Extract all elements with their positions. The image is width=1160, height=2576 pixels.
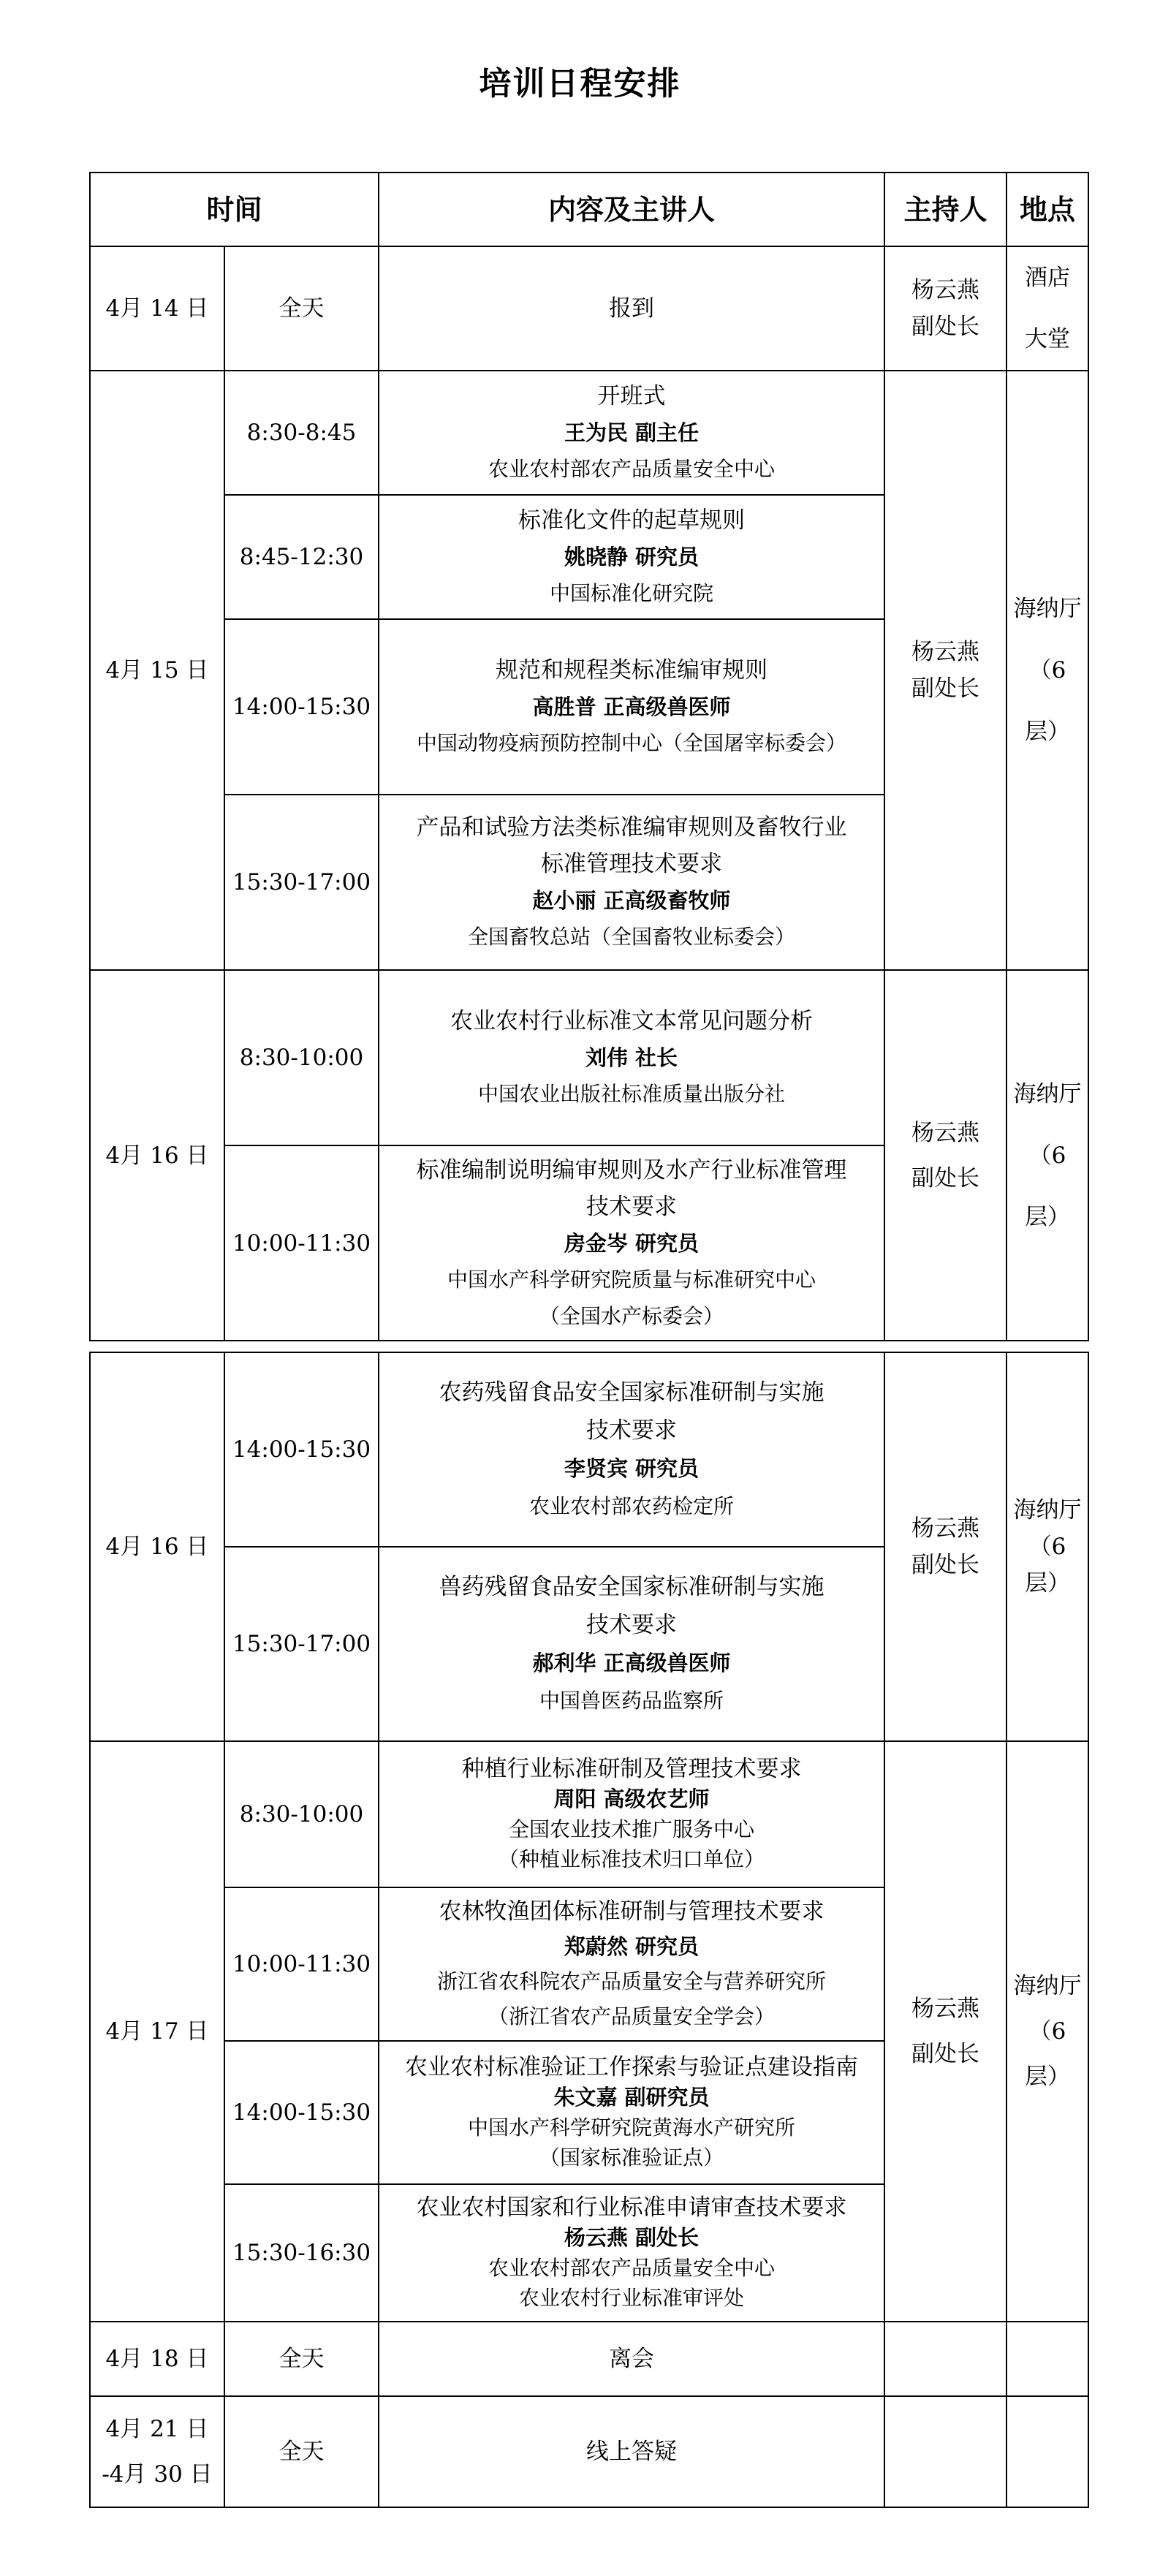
- time-cell: 全天: [224, 246, 379, 371]
- venue-line: 海纳厅: [1013, 596, 1082, 622]
- time-cell: 14:00-15:30: [224, 2041, 379, 2184]
- session-topic: 技术要求: [586, 1417, 677, 1444]
- host-cell: [884, 970, 1007, 1341]
- date-cell: 4月 14 日: [90, 246, 224, 371]
- venue-cell: [1007, 2322, 1088, 2396]
- session-topic: 标准管理技术要求: [541, 851, 723, 877]
- content-cell: [379, 619, 884, 795]
- host-cell: [884, 1741, 1007, 2322]
- header-row: [90, 173, 1088, 246]
- session-topic: 农药残留食品安全国家标准研制与实施: [439, 1379, 824, 1406]
- venue-line: 大堂: [1025, 326, 1071, 352]
- host-cell: [884, 246, 1007, 371]
- content-cell: [379, 2184, 884, 2322]
- session-topic: 技术要求: [586, 1612, 677, 1638]
- session-org: 中国水产科学研究院质量与标准研究中心: [447, 1267, 816, 1292]
- venue-line: 海纳厅: [1013, 1973, 1082, 1999]
- content-cell: [379, 1145, 884, 1341]
- host-cell: [884, 2322, 1007, 2396]
- session-topic: 农业农村标准验证工作探索与验证点建设指南: [405, 2054, 858, 2080]
- date-cell: [90, 2396, 224, 2507]
- session-org: （全国水产标委会）: [539, 1303, 724, 1328]
- session-speaker: 房金岑 研究员: [564, 1230, 700, 1256]
- content-cell: [379, 1741, 884, 1887]
- table-row: [90, 1352, 1088, 1547]
- session-speaker: 朱文嘉 副研究员: [553, 2085, 710, 2110]
- table-row: [90, 1741, 1088, 1887]
- session-speaker: 郝利华 正高级兽医师: [532, 1651, 731, 1675]
- host-title: 副处长: [911, 2041, 979, 2067]
- session-org: 农业农村部农产品质量安全中心: [488, 2256, 775, 2280]
- venue-line: （6 层）: [1025, 2018, 1070, 2090]
- venue-line: （6 层）: [1025, 1534, 1070, 1596]
- schedule-table-2: [89, 1352, 1089, 2508]
- content-cell: [379, 1547, 884, 1741]
- session-org: 中国动物疫病预防控制中心（全国屠宰标委会）: [417, 731, 847, 755]
- session-org: 中国标准化研究院: [550, 581, 714, 605]
- session-speaker: 刘伟 社长: [585, 1045, 678, 1070]
- session-topic: 农业农村国家和行业标准申请审查技术要求: [416, 2194, 847, 2221]
- venue-line: 酒店: [1025, 265, 1071, 291]
- time-cell: 15:30-17:00: [224, 1547, 379, 1741]
- content-cell: [379, 495, 884, 619]
- time-cell: 全天: [224, 2322, 379, 2396]
- header-time: 时间: [90, 173, 379, 246]
- table-row: [90, 2322, 1088, 2396]
- host-title: 副处长: [911, 314, 980, 340]
- content-cell: 线上答疑: [379, 2396, 884, 2507]
- host-cell: [884, 2396, 1007, 2507]
- time-cell: 14:00-15:30: [224, 1352, 379, 1547]
- table-row: [90, 2396, 1088, 2507]
- host-name: 杨云燕: [911, 639, 980, 665]
- time-cell: 10:00-11:30: [224, 1145, 379, 1341]
- time-cell: 14:00-15:30: [224, 619, 379, 795]
- date-cell: 4月 16 日: [90, 970, 224, 1341]
- content-cell: [379, 2041, 884, 2184]
- session-org: 全国畜牧总站（全国畜牧业标委会）: [468, 925, 796, 949]
- session-org: 农业农村行业标准审评处: [518, 2286, 744, 2310]
- session-org: （浙江省农产品质量安全学会）: [488, 2004, 775, 2028]
- session-topic: 农业农村行业标准文本常见问题分析: [450, 1008, 814, 1034]
- session-topic: 技术要求: [586, 1193, 678, 1220]
- header-host: 主持人: [884, 173, 1007, 246]
- session-org: 浙江省农科院农产品质量安全与营养研究所: [436, 1969, 826, 1993]
- time-cell: 8:30-10:00: [224, 1741, 379, 1887]
- date-cell: 4月 16 日: [90, 1352, 224, 1741]
- venue-cell: [1007, 246, 1088, 371]
- venue-line: 海纳厅: [1013, 1497, 1082, 1523]
- time-cell: 全天: [224, 2396, 379, 2507]
- time-cell: 8:45-12:30: [224, 495, 379, 619]
- host-name: 杨云燕: [911, 277, 980, 303]
- venue-cell: [1007, 371, 1088, 970]
- session-topic: 产品和试验方法类标准编审规则及畜牧行业: [416, 814, 847, 841]
- session-org: 农业农村部农药检定所: [528, 1494, 734, 1518]
- header-content: 内容及主讲人: [379, 173, 884, 246]
- session-speaker: 郑蔚然 研究员: [564, 1934, 700, 1959]
- date-line: -4月 30 日: [102, 2461, 213, 2488]
- host-name: 杨云燕: [911, 1515, 979, 1542]
- session-org: 中国水产科学研究院黄海水产研究所: [467, 2115, 795, 2140]
- venue-line: （6 层）: [1025, 657, 1071, 745]
- session-topic: 兽药残留食品安全国家标准研制与实施: [439, 1574, 824, 1600]
- session-topic: 开班式: [597, 383, 666, 409]
- content-cell: [379, 970, 884, 1145]
- session-org: （种植业标准技术归口单位）: [498, 1847, 765, 1871]
- time-cell: 8:30-8:45: [224, 371, 379, 495]
- host-title: 副处长: [911, 675, 980, 702]
- date-cell: 4月 15 日: [90, 371, 224, 970]
- session-org: 全国农业技术推广服务中心: [508, 1817, 754, 1841]
- session-speaker: 杨云燕 副处长: [564, 2225, 700, 2250]
- session-speaker: 李贤宾 研究员: [564, 1456, 700, 1481]
- time-cell: 15:30-16:30: [224, 2184, 379, 2322]
- date-cell: 4月 18 日: [90, 2322, 224, 2396]
- session-speaker: 高胜普 正高级兽医师: [532, 694, 731, 719]
- time-cell: 10:00-11:30: [224, 1887, 379, 2041]
- host-name: 杨云燕: [911, 1996, 979, 2022]
- time-cell: 15:30-17:00: [224, 795, 379, 970]
- host-cell: [884, 371, 1007, 970]
- session-topic: 标准化文件的起草规则: [518, 507, 746, 534]
- schedule-table-1: [89, 172, 1089, 1341]
- content-cell: [379, 1352, 884, 1547]
- venue-cell: [1007, 1741, 1088, 2322]
- session-topic: 种植行业标准研制及管理技术要求: [461, 1756, 802, 1782]
- host-title: 副处长: [911, 1552, 979, 1578]
- session-speaker: 赵小丽 正高级畜牧师: [532, 888, 731, 913]
- session-topic: 农林牧渔团体标准研制与管理技术要求: [439, 1898, 824, 1925]
- host-title: 副处长: [911, 1164, 980, 1192]
- session-org: 中国农业出版社标准质量出版分社: [478, 1082, 786, 1106]
- session-speaker: 周阳 高级农艺师: [553, 1787, 710, 1811]
- header-venue: 地点: [1007, 173, 1088, 246]
- content-cell: [379, 1887, 884, 2041]
- venue-cell: [1007, 1352, 1088, 1741]
- date-line: 4月 21 日: [105, 2416, 209, 2442]
- date-cell: 4月 17 日: [90, 1741, 224, 2322]
- content-cell: [379, 795, 884, 970]
- session-org: 农业农村部农产品质量安全中心: [488, 457, 776, 481]
- session-speaker: 姚晓静 研究员: [564, 545, 700, 569]
- venue-cell: [1007, 970, 1088, 1341]
- session-speaker: 王为民 副主任: [564, 420, 700, 445]
- venue-line: 海纳厅: [1013, 1080, 1082, 1107]
- table-row: [90, 970, 1088, 1145]
- session-topic: 规范和规程类标准编审规则: [496, 657, 768, 683]
- session-org: 中国兽医药品监察所: [539, 1689, 724, 1713]
- content-cell: [379, 371, 884, 495]
- venue-line: （6 层）: [1025, 1142, 1071, 1230]
- host-cell: [884, 1352, 1007, 1741]
- content-cell: 离会: [379, 2322, 884, 2396]
- table-row: [90, 246, 1088, 371]
- page-title: 培训日程安排: [479, 65, 681, 102]
- session-topic: 标准编制说明编审规则及水产行业标准管理: [416, 1156, 847, 1183]
- table-row: [90, 371, 1088, 495]
- session-org: （国家标准验证点）: [539, 2145, 724, 2170]
- venue-cell: [1007, 2396, 1088, 2507]
- host-name: 杨云燕: [911, 1119, 980, 1146]
- time-cell: 8:30-10:00: [224, 970, 379, 1145]
- content-cell: 报到: [379, 246, 884, 371]
